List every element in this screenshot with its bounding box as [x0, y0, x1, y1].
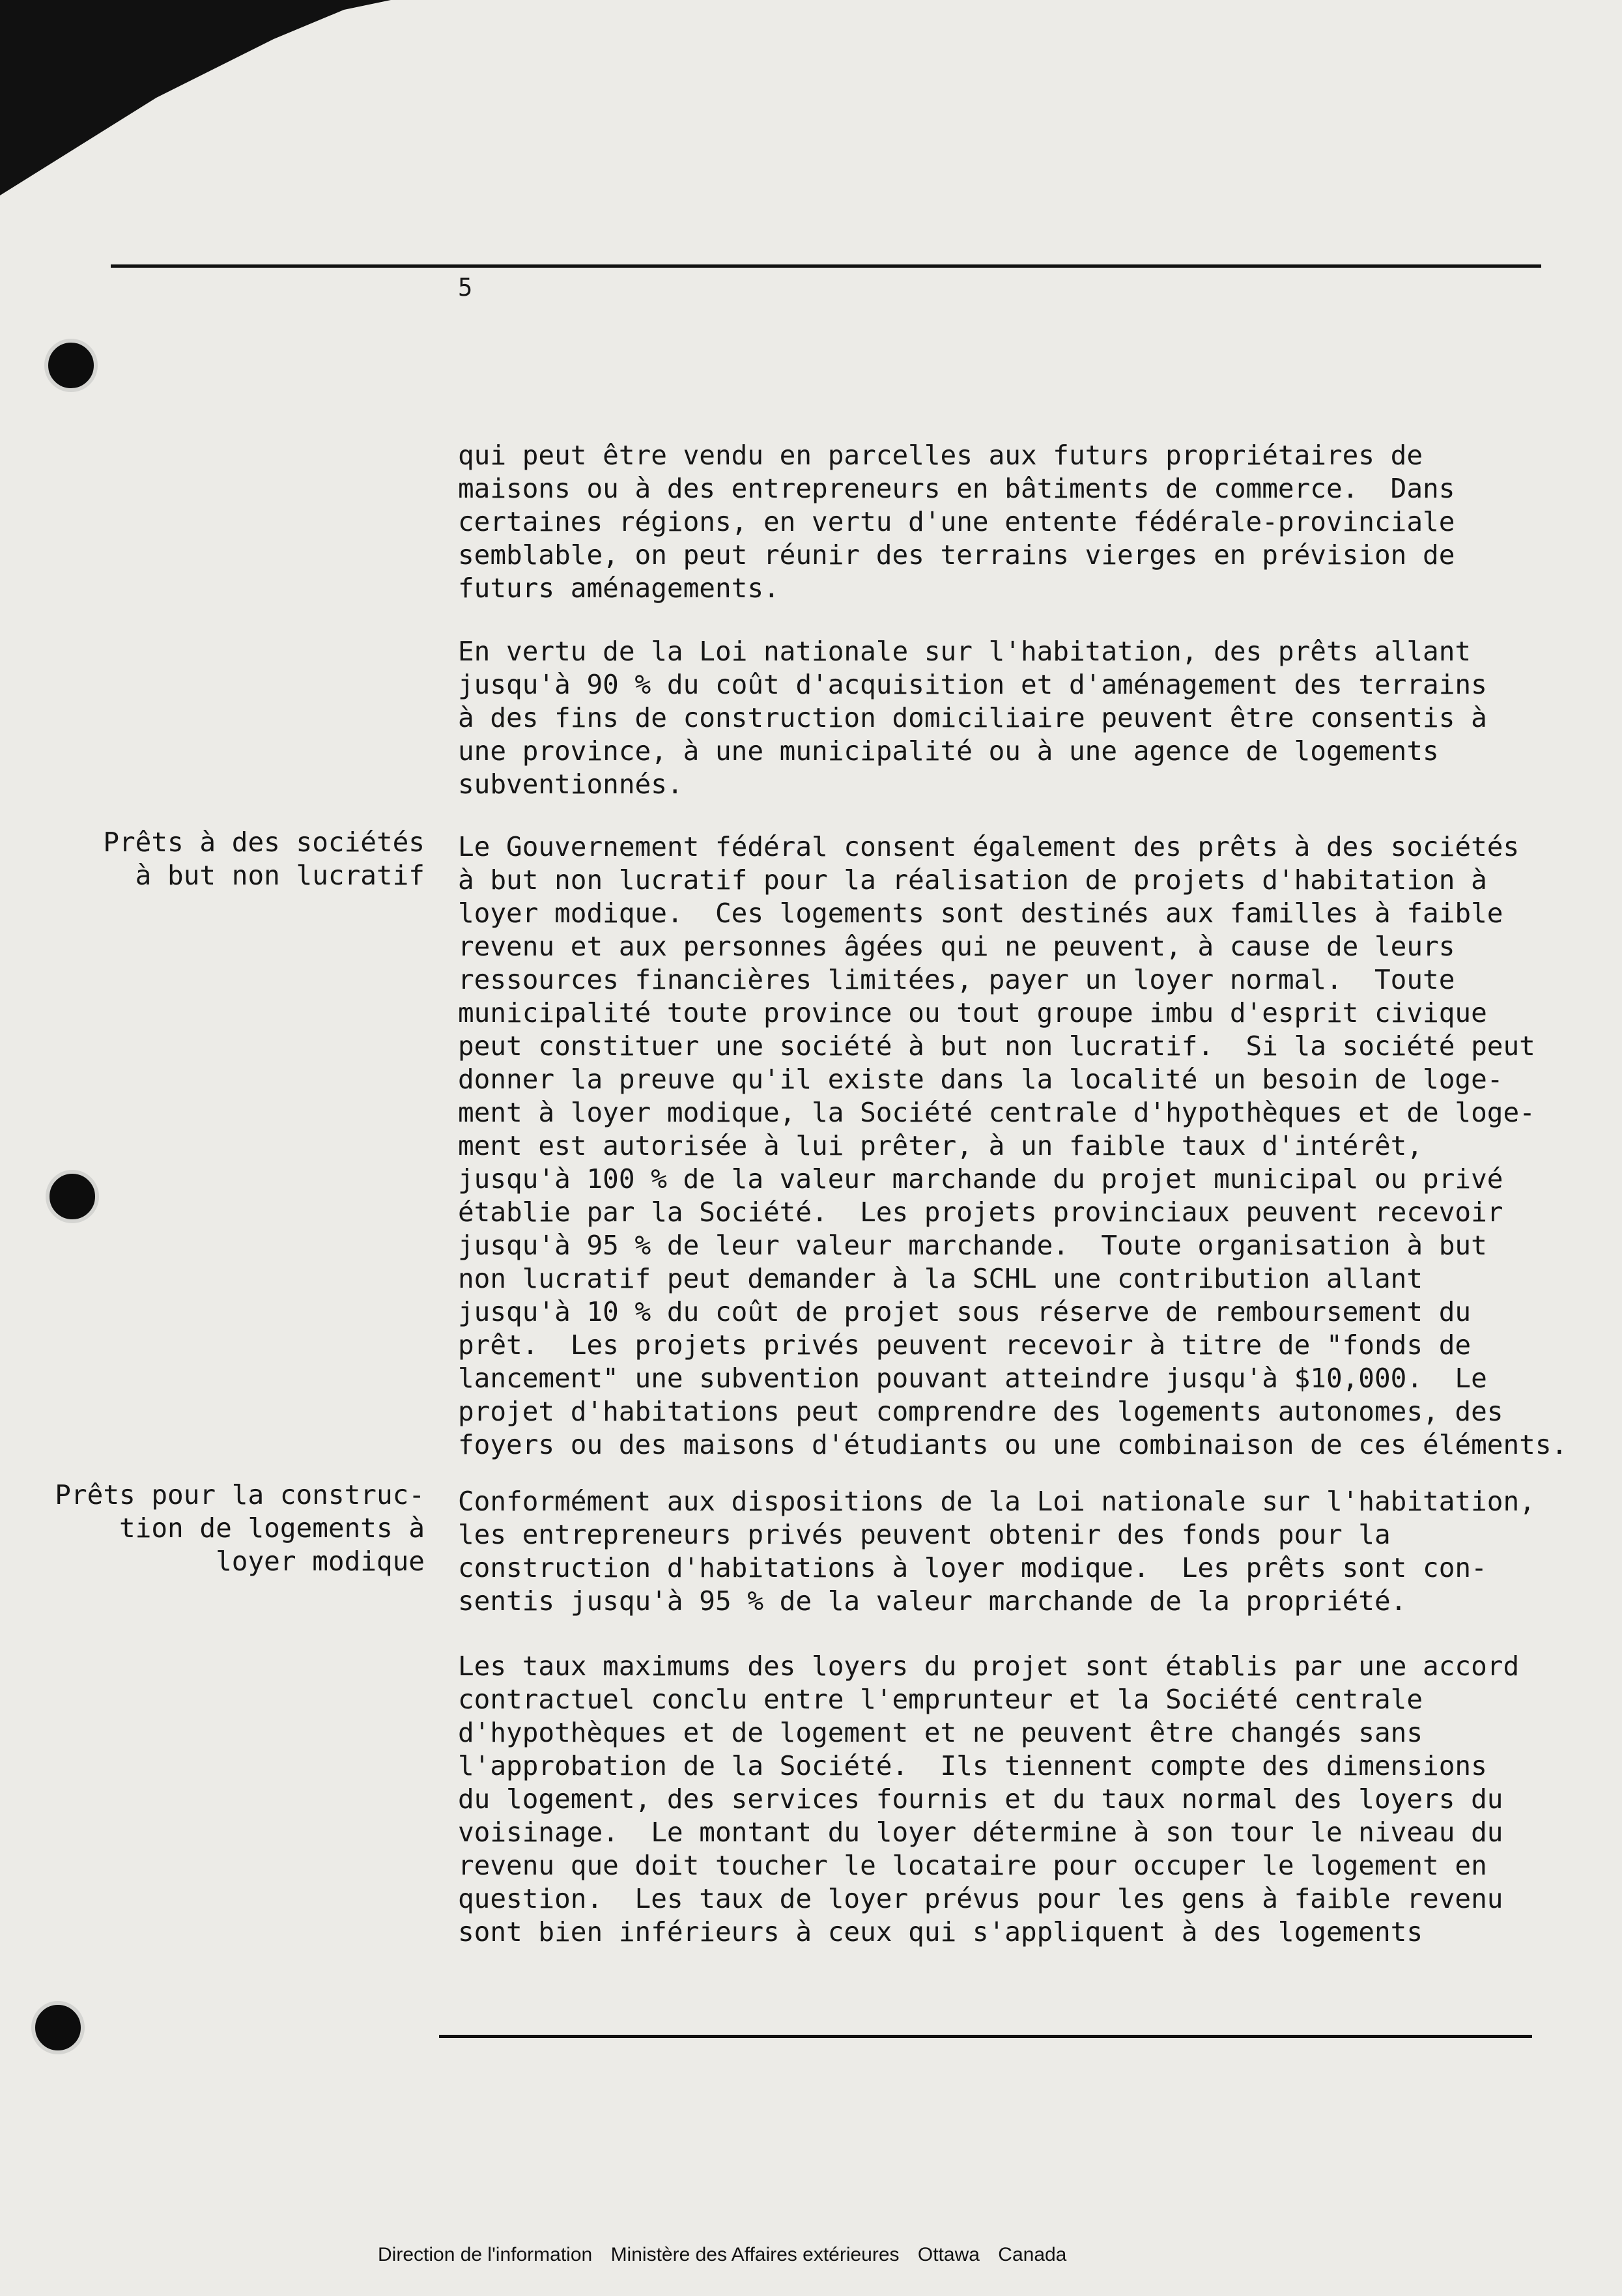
- text-line: ment est autorisée à lui prêter, à un faible taux d'intérêt,: [458, 1130, 1423, 1161]
- text-line: revenu que doit toucher le locataire pour occuper le logement en: [458, 1850, 1487, 1881]
- paragraph-5: [458, 1650, 1519, 1949]
- text-line: municipalité toute province ou tout groupe imbu d'esprit civique: [458, 997, 1487, 1028]
- text-line: non lucratif peut demander à la SCHL une contribution allant: [458, 1263, 1423, 1294]
- text-line: donner la preuve qu'il existe dans la localité un besoin de loge-: [458, 1064, 1503, 1095]
- text-line: lancement" une subvention pouvant atteindre jusqu'à $10,000. Le: [458, 1363, 1487, 1394]
- text-line: à but non lucratif pour la réalisation de projets d'habitation à: [458, 864, 1487, 896]
- margin-heading-line: loyer modique: [216, 1546, 425, 1577]
- margin-heading-line: tion de logements à: [119, 1512, 425, 1544]
- paragraph-1: [458, 439, 1455, 605]
- text-line: prêt. Les projets privés peuvent recevoir à titre de "fonds de: [458, 1329, 1472, 1361]
- punch-hole-top: [44, 339, 98, 392]
- text-line: jusqu'à 100 % de la valeur marchande du projet municipal ou privé: [458, 1163, 1503, 1195]
- text-line: construction d'habitations à loyer modique. Les prêts sont con-: [458, 1552, 1487, 1583]
- text-line: ment à loyer modique, la Société centrale d'hypothèques et de loge-: [458, 1097, 1535, 1128]
- text-line: l'approbation de la Société. Ils tiennent compte des dimensions: [458, 1750, 1487, 1781]
- text-line: En vertu de la Loi nationale sur l'habitation, des prêts allant: [458, 636, 1472, 667]
- text-line: ressources financières limitées, payer un loyer normal. Toute: [458, 964, 1455, 995]
- text-line: contractuel conclu entre l'emprunteur et la Société centrale: [458, 1684, 1423, 1715]
- margin-heading-low-rent: [55, 1479, 425, 1578]
- text-line: semblable, on peut réunir des terrains vierges en prévision de: [458, 539, 1455, 571]
- text-line: à des fins de construction domiciliaire peuvent être consentis à: [458, 702, 1487, 733]
- punch-hole-middle: [46, 1170, 99, 1223]
- text-line: Conformément aux dispositions de la Loi nationale sur l'habitation,: [458, 1486, 1535, 1517]
- text-line: d'hypothèques et de logement et ne peuvent être changés sans: [458, 1717, 1423, 1748]
- text-line: les entrepreneurs privés peuvent obtenir des fonds pour la: [458, 1519, 1391, 1550]
- paragraph-2: [458, 635, 1487, 801]
- text-line: jusqu'à 10 % du coût de projet sous réserve de remboursement du: [458, 1296, 1472, 1327]
- text-line: futurs aménagements.: [458, 573, 780, 604]
- footer-city: Ottawa: [917, 2244, 980, 2265]
- footer-ministry: Ministère des Affaires extérieures: [610, 2244, 900, 2265]
- footer-country: Canada: [998, 2244, 1067, 2265]
- text-line: sont bien inférieurs à ceux qui s'appliquent à des logements: [458, 1916, 1423, 1948]
- text-line: maisons ou à des entrepreneurs en bâtiments de commerce. Dans: [458, 473, 1455, 504]
- text-line: établie par la Société. Les projets provinciaux peuvent recevoir: [458, 1197, 1503, 1228]
- text-line: loyer modique. Ces logements sont destinés aux familles à faible: [458, 898, 1503, 929]
- paragraph-4: [458, 1485, 1535, 1618]
- margin-heading-line: Prêts à des sociétés: [103, 827, 425, 858]
- text-line: voisinage. Le montant du loyer détermine à son tour le niveau du: [458, 1817, 1503, 1848]
- footer: [378, 2244, 1079, 2266]
- text-line: certaines régions, en vertu d'une entente fédérale-provinciale: [458, 506, 1455, 537]
- bottom-rule: [439, 2035, 1532, 2038]
- punch-hole-bottom: [31, 2001, 85, 2054]
- footer-department: Direction de l'information: [378, 2244, 593, 2265]
- text-line: une province, à une municipalité ou à une agence de logements: [458, 735, 1439, 767]
- text-line: foyers ou des maisons d'étudiants ou une combinaison de ces éléments.: [458, 1429, 1568, 1460]
- text-line: jusqu'à 95 % de leur valeur marchande. Toute organisation à but: [458, 1230, 1487, 1261]
- text-line: subventionnés.: [458, 769, 683, 800]
- text-line: question. Les taux de loyer prévus pour les gens à faible revenu: [458, 1883, 1503, 1914]
- page-curl-corner: [0, 0, 391, 195]
- text-line: jusqu'à 90 % du coût d'acquisition et d'aménagement des terrains: [458, 669, 1487, 700]
- paragraph-3: [458, 830, 1567, 1462]
- text-line: Le Gouvernement fédéral consent également des prêts à des sociétés: [458, 831, 1520, 862]
- text-line: Les taux maximums des loyers du projet sont établis par une accord: [458, 1651, 1520, 1682]
- page-number: 5: [458, 274, 473, 302]
- text-line: sentis jusqu'à 95 % de la valeur marchande de la propriété.: [458, 1585, 1407, 1617]
- text-line: projet d'habitations peut comprendre des logements autonomes, des: [458, 1396, 1503, 1427]
- margin-heading-line: à but non lucratif: [135, 860, 425, 891]
- text-line: revenu et aux personnes âgées qui ne peuvent, à cause de leurs: [458, 931, 1455, 962]
- text-line: du logement, des services fournis et du taux normal des loyers du: [458, 1783, 1503, 1815]
- top-rule: [111, 264, 1541, 268]
- margin-heading-nonprofit: [103, 826, 425, 892]
- text-line: peut constituer une société à but non lucratif. Si la société peut: [458, 1030, 1535, 1062]
- margin-heading-line: Prêts pour la construc-: [55, 1479, 425, 1510]
- text-line: qui peut être vendu en parcelles aux futurs propriétaires de: [458, 440, 1423, 471]
